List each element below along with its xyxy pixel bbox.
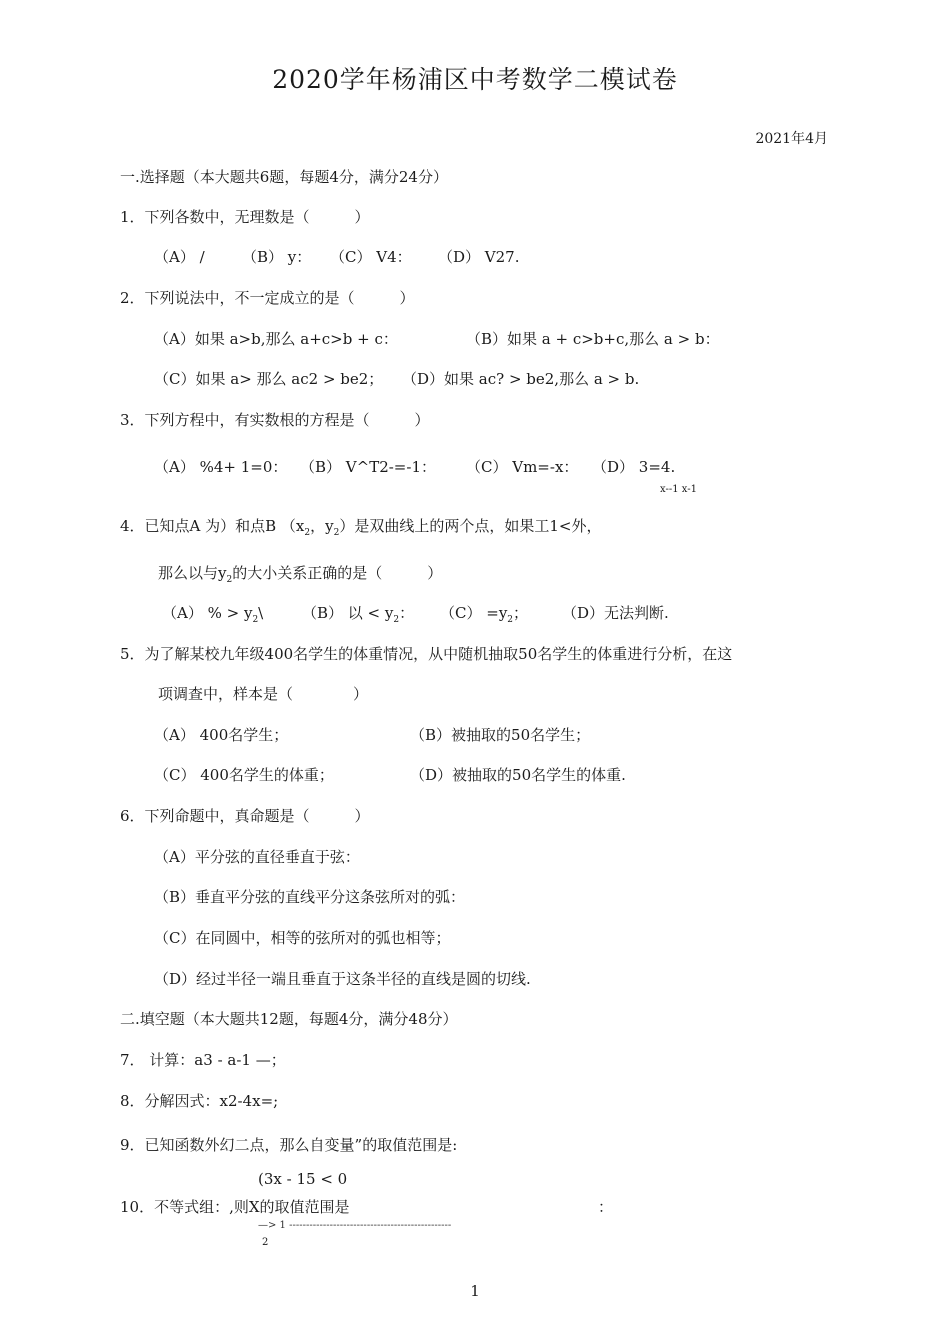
q4-option-c-sub: 2 [507, 615, 514, 625]
question-5-stem: 5．为了解某校九年级400名学生的体重情况，从中随机抽取50名学生的体重进行分析，在这 [120, 645, 733, 663]
q5-option-b: （B）被抽取的50名学生； [410, 726, 591, 744]
q10-denominator: 2 [262, 1237, 269, 1248]
q4-option-a-end: \ [258, 604, 264, 622]
q4-option-b-end: ： [399, 604, 415, 622]
q4-line2-part1: 那么以与y [158, 564, 227, 582]
question-1-stem: 1．下列各数中，无理数是（ ） [120, 208, 370, 226]
question-4-line2 [158, 562, 442, 585]
q5-option-a: （A） 400名学生； [154, 726, 289, 744]
question-6-stem: 6．下列命题中，真命题是（ ） [120, 807, 370, 825]
q6-option-d: （D）经过半径一端且垂直于这条半径的直线是圆的切线. [154, 970, 531, 988]
q6-option-a: （A）平分弦的直径垂直于弦： [154, 848, 360, 866]
q5-option-c: （C） 400名学生的体重； [154, 766, 334, 784]
q4-option-c [440, 602, 528, 625]
question-7-stem: 7． 计算：a3 - a-1 —； [120, 1051, 286, 1069]
q3-option-d-denominators: x--1 x-1 [660, 484, 697, 495]
q2-option-a: （A）如果 a>b,那么 a+c>b + c： [154, 330, 398, 348]
q4-option-d: （D）无法判断. [562, 604, 669, 622]
q10-answer-end: ： [598, 1198, 614, 1216]
q2-option-b: （B）如果 a + c>b+c,那么 a > b： [466, 330, 720, 348]
q6-option-c: （C）在同圆中，相等的弦所对的弧也相等； [154, 929, 451, 947]
q4-option-c-end: ； [513, 604, 529, 622]
q3-option-b: （B） V^T2-=-1： [300, 458, 436, 476]
q4-option-b [302, 602, 414, 625]
q4-option-a-text: （A） % > y [162, 604, 253, 622]
q4-line2-sub: 2 [226, 575, 233, 585]
q4-option-a-sub: 2 [252, 615, 259, 625]
question-10-stem: 10．不等式组：,则X的取值范围是 [120, 1198, 350, 1216]
q5-option-d: （D）被抽取的50名学生的体重. [410, 766, 626, 784]
q1-option-b: （B） y： [242, 248, 312, 266]
q4-line2-part2: 的大小关系正确的是（ ） [232, 564, 443, 582]
section-2-heading: 二.填空题（本大题共12题，每题4分，满分48分） [120, 1010, 458, 1028]
q3-option-c: （C） Vm=-x： [466, 458, 579, 476]
question-3-stem: 3．下列方程中，有实数根的方程是（ ） [120, 411, 430, 429]
section-1-heading: 一.选择题（本大题共6题，每题4分，满分24分） [120, 168, 448, 186]
q1-option-a: （A） / [154, 248, 205, 266]
q4-stem-part3: ）是双曲线上的两个点，如果工1<外， [339, 517, 602, 535]
q1-option-d: （D） V27. [438, 248, 520, 266]
q4-stem-part1: 4．已知点A 为）和点B （x [120, 517, 305, 535]
q4-sub-2: 2 [333, 528, 340, 538]
q2-option-d: （D）如果 ac? > be2,那么 a > b. [402, 370, 640, 388]
q4-stem-part2: ，y [310, 517, 334, 535]
question-8-stem: 8．分解因式：x2-4x=; [120, 1092, 279, 1110]
question-5-stem-line2: 项调查中，样本是（ ） [158, 685, 369, 703]
question-4-stem [120, 515, 601, 538]
q3-option-d: （D） 3=4. [592, 458, 676, 476]
q10-inequality-line1: (3x - 15 < 0 [258, 1170, 348, 1188]
page-number: 1 [470, 1282, 480, 1300]
q4-sub-1: 2 [304, 528, 311, 538]
q6-option-b: （B）垂直平分弦的直线平分这条弦所对的弧： [154, 888, 466, 906]
q2-option-c: （C）如果 a> 那么 ac2 > be2； [154, 370, 384, 388]
q4-option-a [162, 602, 263, 625]
exam-date: 2021年4月 [755, 131, 828, 147]
page-title: 2020学年杨浦区中考数学二模试卷 [272, 65, 678, 94]
question-2-stem: 2．下列说法中，不一定成立的是（ ） [120, 289, 415, 307]
q10-inequality-line2: —> 1 ------------------------------------------------ [258, 1220, 452, 1231]
q3-option-a: （A） %4+ 1=0： [154, 458, 288, 476]
q4-option-c-text: （C） =y [440, 604, 508, 622]
q4-option-b-text: （B） 以 < y [302, 604, 394, 622]
question-9-stem: 9．已知函数外幻二点，那么自变量”的取值范围是: [120, 1136, 458, 1154]
q4-option-b-sub: 2 [393, 615, 400, 625]
q1-option-c: （C） V4： [330, 248, 412, 266]
